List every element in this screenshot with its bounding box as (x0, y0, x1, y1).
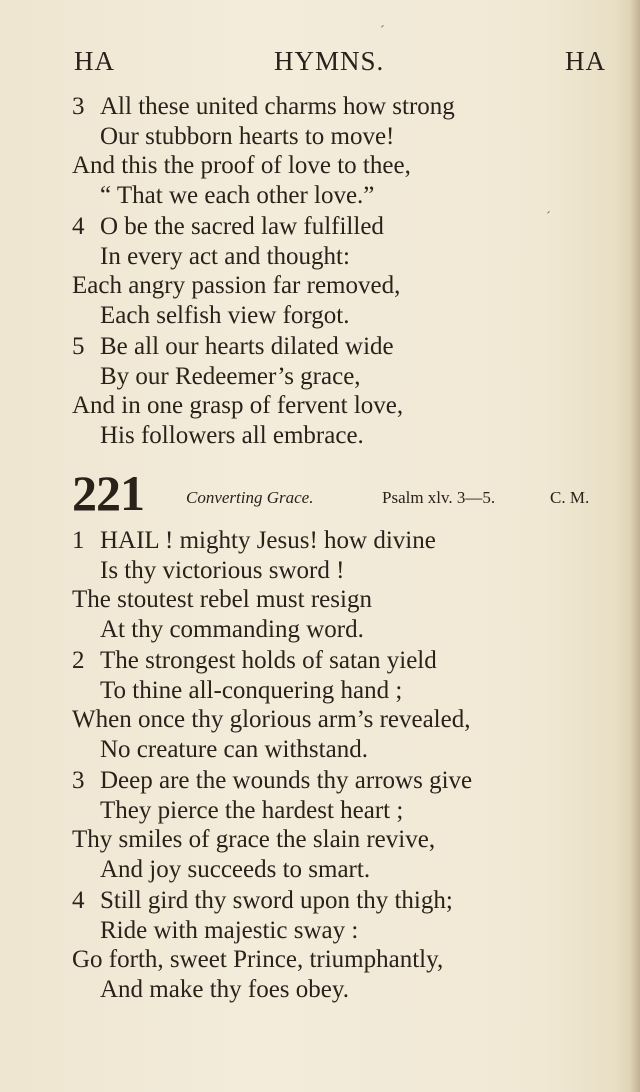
stanza-line (72, 585, 472, 615)
stanza-line (72, 705, 472, 735)
verse-text: The strongest holds of satan yield (100, 647, 437, 674)
hymn-meter: C. M. (550, 488, 590, 507)
verse-text: Ride with majestic sway : (100, 916, 359, 944)
verse-text: All these united charms how strong (100, 93, 455, 120)
stanza-3 (72, 766, 472, 884)
stanza-number: 5 (72, 333, 85, 360)
stanza-line (72, 676, 472, 706)
stanza-line (72, 646, 472, 676)
ink-speck: ´ (380, 24, 385, 39)
hymn-221-verses (72, 526, 472, 1004)
verse-text: And joy succeeds to smart. (100, 855, 371, 883)
verse-text: Thy smiles of grace the slain revive, (72, 826, 436, 853)
stanza-line (72, 332, 455, 362)
verse-text: Our stubborn hearts to move! (100, 122, 395, 150)
verse-text: His followers all embrace. (100, 421, 364, 449)
verse-text: And in one grasp of fervent love, (72, 392, 404, 419)
running-header (74, 46, 606, 80)
hymn-heading (72, 465, 612, 521)
page-edge-shadow (630, 0, 640, 1092)
verse-text: Each angry passion far removed, (72, 272, 401, 299)
verse-text: The stoutest rebel must resign (72, 586, 372, 613)
stanza-number: 3 (72, 93, 85, 120)
stanza-line (72, 151, 455, 181)
stanza-line (72, 362, 455, 392)
verse-text: Is thy victorious sword ! (100, 556, 345, 584)
verse-text: In every act and thought: (100, 242, 350, 270)
verse-text: They pierce the hardest heart ; (100, 796, 404, 824)
stanza-line (72, 242, 455, 272)
stanza-line (72, 122, 455, 152)
stanza-2 (72, 646, 472, 764)
verse-text: Deep are the wounds thy arrows give (100, 767, 473, 794)
verse-text: No creature can withstand. (100, 735, 368, 763)
verse-text: And make thy foes obey. (100, 975, 350, 1003)
verse-text: By our Redeemer’s grace, (100, 362, 361, 390)
header-title: HYMNS. (274, 46, 385, 76)
stanza-line (72, 212, 455, 242)
stanza-line (72, 92, 455, 122)
stanza-number: 4 (72, 887, 85, 914)
verse-text: HAIL ! mighty Jesus! how divine (100, 527, 436, 554)
stanza-line (72, 421, 455, 451)
stanza-4 (72, 212, 455, 330)
stanza-line (72, 916, 472, 946)
hymn-title: Converting Grace. (186, 488, 314, 507)
verse-text: Still gird thy sword upon thy thigh; (100, 887, 453, 914)
stanza-number: 4 (72, 213, 85, 240)
verse-text: Go forth, sweet Prince, triumphantly, (72, 946, 444, 973)
stanza-line (72, 181, 455, 211)
stanza-3 (72, 92, 455, 210)
stanza-1 (72, 526, 472, 644)
stanza-number: 1 (72, 527, 85, 554)
stanza-line (72, 301, 455, 331)
stanza-line (72, 886, 472, 916)
stanza-line (72, 735, 472, 765)
stanza-4 (72, 886, 472, 1004)
verse-text: “ That we each other love.” (100, 181, 375, 209)
verse-text: And this the proof of love to thee, (72, 152, 411, 179)
scripture-reference: Psalm xlv. 3—5. (382, 488, 496, 507)
hymn-number: 221 (72, 465, 144, 521)
stanza-line (72, 975, 472, 1005)
verse-text: Each selfish view forgot. (100, 301, 350, 329)
verse-text: To thine all-conquering hand ; (100, 676, 403, 704)
stanza-line (72, 766, 472, 796)
stanza-5 (72, 332, 455, 450)
stanza-number: 2 (72, 647, 85, 674)
verse-text: When once thy glorious arm’s revealed, (72, 706, 471, 733)
ink-speck: ´ (546, 210, 551, 225)
header-right-guide: HA (565, 46, 606, 76)
previous-hymn-continuation (72, 92, 455, 450)
stanza-line (72, 945, 472, 975)
verse-text: At thy commanding word. (100, 615, 364, 643)
stanza-line (72, 271, 455, 301)
header-left-guide: HA (74, 46, 115, 76)
stanza-line (72, 526, 472, 556)
stanza-line (72, 855, 472, 885)
stanza-line (72, 615, 472, 645)
verse-text: O be the sacred law fulfilled (100, 213, 384, 240)
stanza-line (72, 391, 455, 421)
stanza-line (72, 556, 472, 586)
stanza-number: 3 (72, 767, 85, 794)
stanza-line (72, 796, 472, 826)
verse-text: Be all our hearts dilated wide (100, 333, 394, 360)
stanza-line (72, 825, 472, 855)
